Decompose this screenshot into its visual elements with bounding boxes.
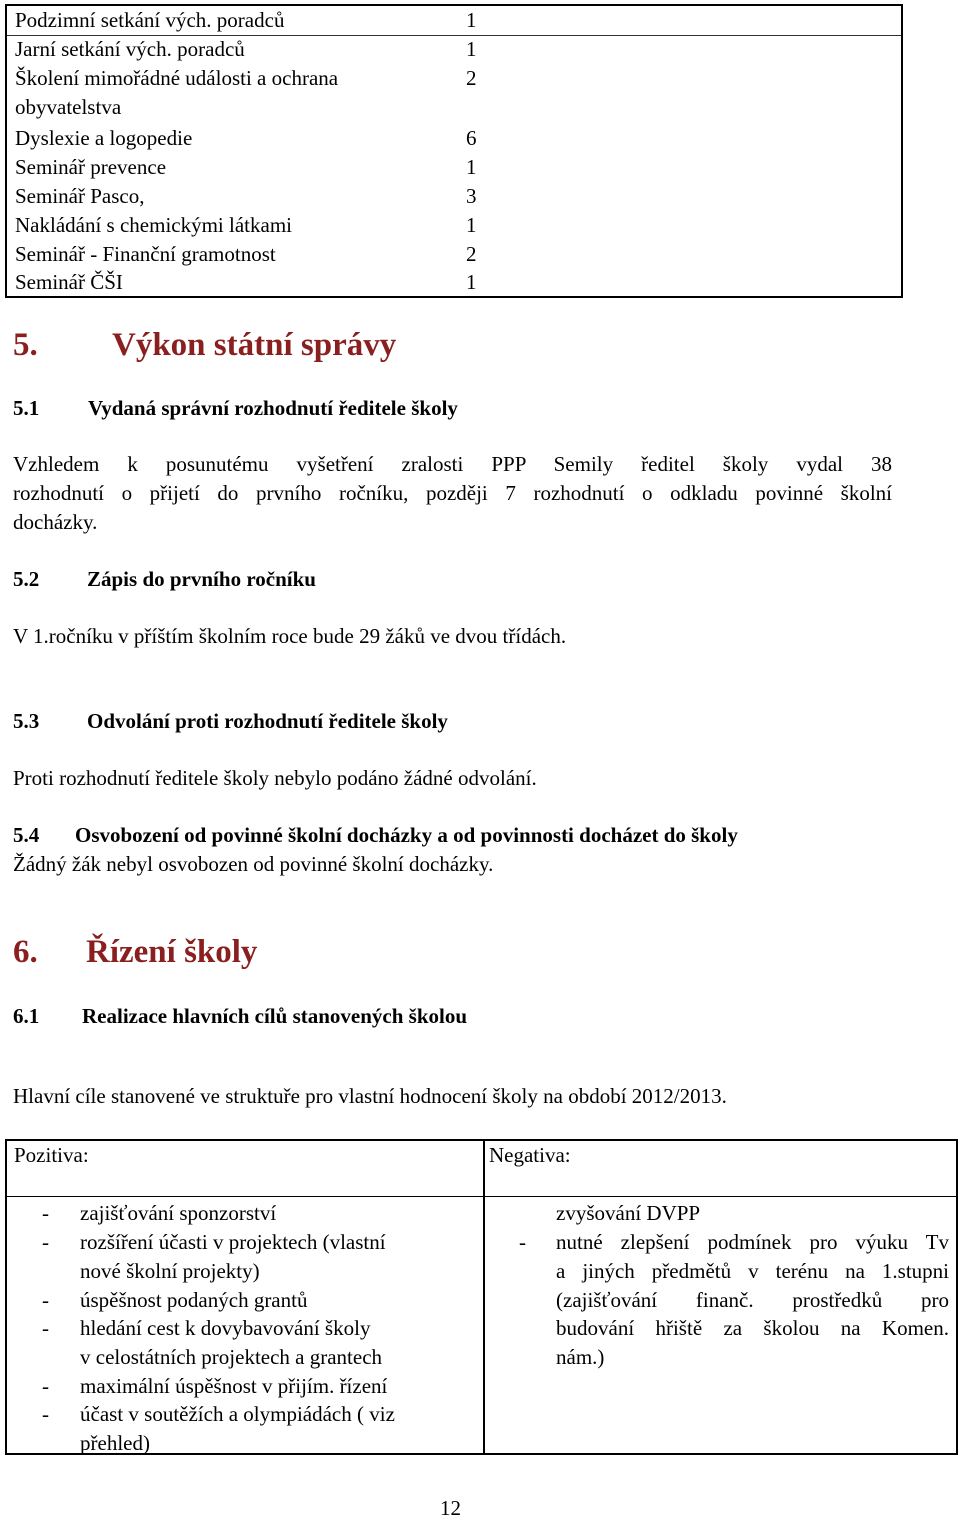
training-name: Seminář ČŠI	[15, 270, 123, 294]
subsection-heading	[13, 823, 913, 851]
subsection-number: 5.3	[13, 709, 40, 733]
cons-header: Negativa:	[489, 1143, 571, 1167]
pros-item: úspěšnost podaných grantů	[80, 1288, 308, 1312]
subsection-title: Odvolání proti rozhodnutí ředitele školy	[87, 709, 448, 733]
training-name-line: Školení mimořádné události a ochrana	[15, 66, 339, 90]
subsection-heading	[13, 567, 713, 595]
cons-item-continuation: budování hřiště za školou na Komen.	[556, 1316, 949, 1340]
list-bullet: -	[42, 1201, 49, 1225]
pros-header: Pozitiva:	[14, 1143, 89, 1167]
list-bullet: -	[519, 1230, 526, 1254]
training-name	[15, 182, 292, 237]
table-row	[7, 268, 901, 297]
table-row	[7, 153, 901, 182]
cons-item: nutné zlepšení podmínek pro výuku Tv	[556, 1230, 949, 1254]
pros-item-continuation: v celostátních projektech a grantech	[80, 1345, 383, 1369]
subsection-number: 5.2	[13, 567, 40, 591]
pros-item: zajišťování sponzorství	[80, 1201, 277, 1225]
pros-item-continuation: přehled)	[80, 1431, 150, 1455]
paragraph: Hlavní cíle stanovené ve struktuře pro vlastní hodnocení školy na období 2012/2013.	[13, 1084, 727, 1108]
training-count: 2	[466, 242, 477, 266]
table-row	[7, 124, 901, 153]
table-row	[7, 240, 901, 269]
list-bullet: -	[42, 1374, 49, 1398]
section-heading	[13, 327, 513, 367]
subsection-heading	[13, 709, 713, 737]
training-count	[466, 182, 477, 237]
subsection-title: Vydaná správní rozhodnutí ředitele školy	[88, 396, 458, 420]
section-title: Řízení školy	[86, 934, 258, 970]
training-name: Podzimní setkání vých. poradců	[15, 8, 285, 32]
list-bullet: -	[42, 1230, 49, 1254]
subsection-title: Osvobození od povinné školní docházky a od povinnosti docházet do školy	[75, 823, 738, 847]
training-count: 2	[466, 66, 477, 90]
subsection-number: 5.4	[13, 823, 40, 847]
header-divider	[7, 1196, 956, 1197]
list-bullet: -	[42, 1402, 49, 1426]
table-row	[7, 6, 901, 36]
training-name: Seminář - Finanční gramotnost	[15, 242, 276, 266]
section-number: 6.	[13, 934, 38, 970]
training-name-line: obyvatelstva	[15, 95, 122, 119]
training-count: 6	[466, 126, 477, 150]
training-name: Jarní setkání vých. poradců	[15, 37, 245, 61]
training-count: 1	[466, 270, 477, 294]
pros-item-continuation: nové školní projekty)	[80, 1259, 260, 1283]
section-heading	[13, 934, 513, 974]
cons-item-continuation: (zajišťování finanč. prostředků pro	[556, 1288, 949, 1312]
cons-item-continuation: a jiných předmětů v terénu na 1.stupni	[556, 1259, 949, 1283]
cons-item-continuation: nám.)	[556, 1345, 605, 1369]
pros-item: účast v soutěžích a olympiádách ( viz	[80, 1402, 395, 1426]
training-name	[15, 64, 339, 119]
paragraph: Žádný žák nebyl osvobozen od povinné školní docházky.	[13, 852, 494, 876]
training-name-line: Seminář Pasco,	[15, 184, 145, 208]
pros-item: hledání cest k dovybavování školy	[80, 1316, 371, 1340]
training-count: 1	[466, 8, 477, 32]
pros-item: maximální úspěšnost v přijím. řízení	[80, 1374, 388, 1398]
subsection-heading	[13, 396, 713, 424]
subsection-number: 5.1	[13, 396, 40, 420]
paragraph-line: Vzhledem k posunutému vyšetření zralosti PPP Semily ředitel školy vydal 38	[13, 452, 892, 476]
paragraph-line: rozhodnutí o přijetí do prvního ročníku, později 7 rozhodnutí o odkladu povinné školní	[13, 481, 892, 505]
subsection-title: Zápis do prvního ročníku	[87, 567, 316, 591]
list-bullet: -	[42, 1316, 49, 1340]
training-name: Seminář prevence	[15, 155, 167, 179]
subsection-heading	[13, 1004, 713, 1032]
table-row	[7, 35, 901, 64]
pros-cons-table	[5, 1139, 958, 1455]
training-table	[5, 4, 903, 298]
training-count: 1	[466, 155, 477, 179]
pros-item: rozšíření účasti v projektech (vlastní	[80, 1230, 386, 1254]
training-count-line: 1	[466, 213, 477, 237]
training-name: Dyslexie a logopedie	[15, 126, 193, 150]
section-title: Výkon státní správy	[112, 327, 397, 363]
table-row	[7, 64, 901, 122]
training-count-line: 3	[466, 184, 477, 208]
section-number: 5.	[13, 327, 38, 363]
column-divider	[483, 1141, 485, 1453]
list-bullet: -	[42, 1288, 49, 1312]
cons-item: zvyšování DVPP	[556, 1201, 701, 1225]
paragraph-line: docházky.	[13, 510, 98, 534]
table-row	[7, 182, 901, 240]
paragraph: Proti rozhodnutí ředitele školy nebylo podáno žádné odvolání.	[13, 766, 537, 790]
training-count: 1	[466, 37, 477, 61]
paragraph: V 1.ročníku v příštím školním roce bude 29 žáků ve dvou třídách.	[13, 624, 567, 648]
subsection-title: Realizace hlavních cílů stanovených školou	[82, 1004, 468, 1028]
subsection-number: 6.1	[13, 1004, 40, 1028]
training-name-line: Nakládání s chemickými látkami	[15, 213, 292, 237]
page-number: 12	[440, 1496, 461, 1520]
